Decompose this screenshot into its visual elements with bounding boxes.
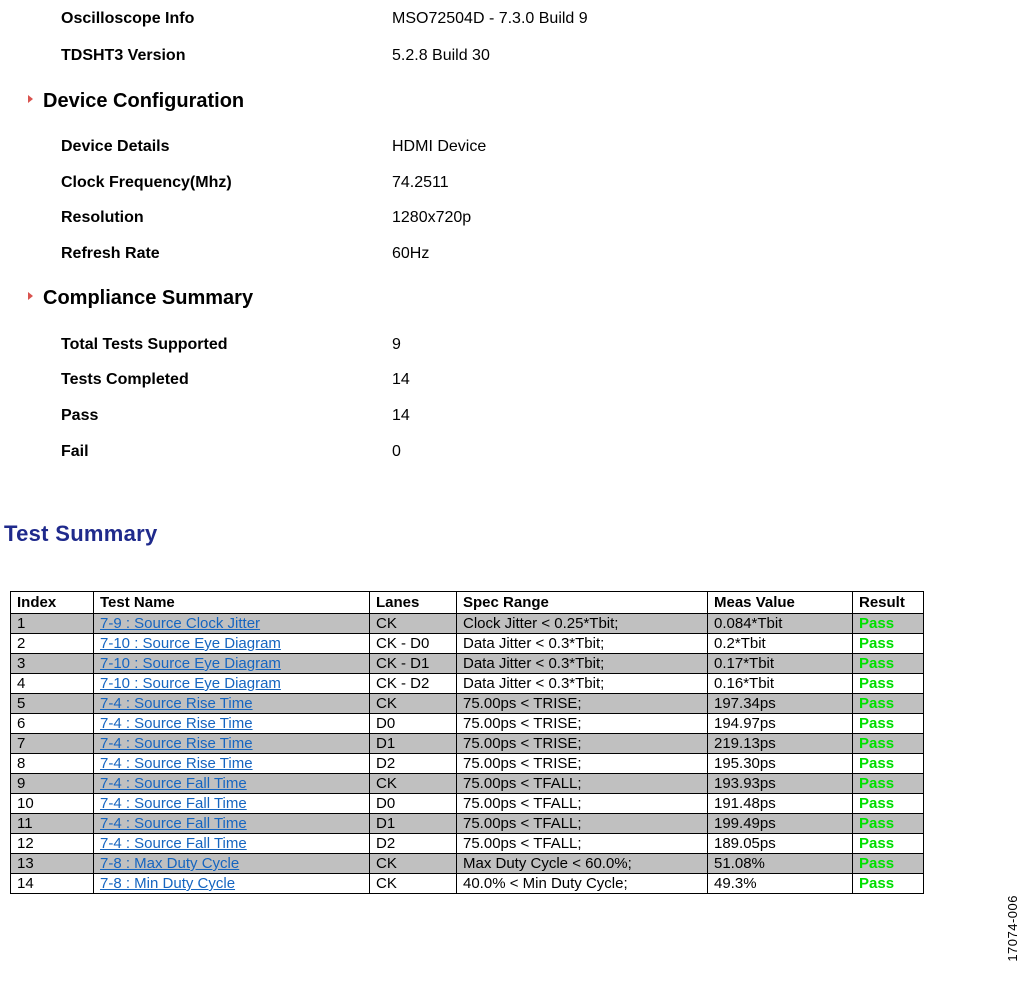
cell-spec: Clock Jitter < 0.25*Tbit; <box>457 614 708 634</box>
cell-index: 7 <box>11 734 94 754</box>
col-header-meas-value: Meas Value <box>708 592 853 614</box>
cell-spec: 75.00ps < TFALL; <box>457 794 708 814</box>
table-row <box>11 814 924 834</box>
compliance-value: 14 <box>392 371 410 388</box>
table-row <box>11 694 924 714</box>
cell-spec: 40.0% < Min Duty Cycle; <box>457 874 708 894</box>
test-summary-title: Test Summary <box>4 521 158 546</box>
cell-spec: Data Jitter < 0.3*Tbit; <box>457 634 708 654</box>
col-header-test-name: Test Name <box>94 592 370 614</box>
cell-spec: Data Jitter < 0.3*Tbit; <box>457 654 708 674</box>
test-name-link[interactable]: 7-4 : Source Rise Time <box>100 695 253 712</box>
table-row <box>11 834 924 854</box>
cell-result: Pass <box>853 754 924 774</box>
cell-result: Pass <box>853 874 924 894</box>
cell-index: 1 <box>11 614 94 634</box>
config-label: Device Details <box>61 138 170 155</box>
cell-index: 14 <box>11 874 94 894</box>
cell-spec: 75.00ps < TFALL; <box>457 774 708 794</box>
cell-lanes: CK <box>370 774 457 794</box>
cell-lanes: CK <box>370 614 457 634</box>
cell-spec: Data Jitter < 0.3*Tbit; <box>457 674 708 694</box>
cell-result: Pass <box>853 654 924 674</box>
cell-lanes: CK <box>370 854 457 874</box>
test-name-link[interactable]: 7-10 : Source Eye Diagram <box>100 655 281 672</box>
compliance-label: Fail <box>61 443 89 460</box>
table-row <box>11 734 924 754</box>
cell-meas: 0.17*Tbit <box>708 654 853 674</box>
device-configuration-heading[interactable] <box>28 89 244 113</box>
table-row <box>11 614 924 634</box>
config-label: Clock Frequency(Mhz) <box>61 174 232 191</box>
expand-caret-icon <box>28 292 33 300</box>
cell-index: 13 <box>11 854 94 874</box>
cell-index: 11 <box>11 814 94 834</box>
config-value: HDMI Device <box>392 138 487 155</box>
table-row <box>11 674 924 694</box>
compliance-value: 0 <box>392 443 401 460</box>
test-name-link[interactable]: 7-4 : Source Fall Time <box>100 835 247 852</box>
test-name-link[interactable]: 7-10 : Source Eye Diagram <box>100 635 281 652</box>
oscilloscope-info-label: Oscilloscope Info <box>61 10 195 27</box>
cell-meas: 191.48ps <box>708 794 853 814</box>
cell-meas: 0.2*Tbit <box>708 634 853 654</box>
cell-lanes: CK - D1 <box>370 654 457 674</box>
table-row <box>11 714 924 734</box>
cell-index: 2 <box>11 634 94 654</box>
compliance-label: Total Tests Supported <box>61 336 228 353</box>
table-row <box>11 774 924 794</box>
cell-result: Pass <box>853 614 924 634</box>
compliance-summary-heading[interactable] <box>28 286 253 310</box>
test-name-link[interactable]: 7-8 : Min Duty Cycle <box>100 875 236 892</box>
cell-meas: 0.16*Tbit <box>708 674 853 694</box>
oscilloscope-info-value: MSO72504D - 7.3.0 Build 9 <box>392 10 588 27</box>
cell-meas: 195.30ps <box>708 754 853 774</box>
cell-lanes: D0 <box>370 714 457 734</box>
compliance-label: Pass <box>61 407 99 424</box>
test-name-link[interactable]: 7-4 : Source Fall Time <box>100 815 247 832</box>
test-name-link[interactable]: 7-10 : Source Eye Diagram <box>100 675 281 692</box>
cell-lanes: D0 <box>370 794 457 814</box>
cell-meas: 197.34ps <box>708 694 853 714</box>
col-header-index: Index <box>11 592 94 614</box>
cell-result: Pass <box>853 734 924 754</box>
cell-spec: 75.00ps < TRISE; <box>457 714 708 734</box>
tdsht3-version-value: 5.2.8 Build 30 <box>392 47 490 64</box>
test-name-link[interactable]: 7-4 : Source Fall Time <box>100 795 247 812</box>
table-header-row <box>11 592 924 614</box>
config-label: Refresh Rate <box>61 245 160 262</box>
config-label: Resolution <box>61 209 144 226</box>
device-configuration-title: Device Configuration <box>43 90 245 112</box>
cell-index: 10 <box>11 794 94 814</box>
cell-result: Pass <box>853 674 924 694</box>
test-summary-table <box>10 591 924 894</box>
cell-result: Pass <box>853 834 924 854</box>
cell-lanes: CK <box>370 874 457 894</box>
cell-index: 8 <box>11 754 94 774</box>
config-value: 60Hz <box>392 245 430 262</box>
col-header-result: Result <box>853 592 924 614</box>
table-row <box>11 754 924 774</box>
config-value: 1280x720p <box>392 209 472 226</box>
cell-lanes: CK - D0 <box>370 634 457 654</box>
col-header-spec-range: Spec Range <box>457 592 708 614</box>
compliance-summary-title: Compliance Summary <box>43 287 254 309</box>
cell-lanes: CK - D2 <box>370 674 457 694</box>
table-row <box>11 854 924 874</box>
test-name-link[interactable]: 7-4 : Source Rise Time <box>100 735 253 752</box>
cell-meas: 219.13ps <box>708 734 853 754</box>
config-value: 74.2511 <box>392 174 449 191</box>
compliance-value: 9 <box>392 336 401 353</box>
test-name-link[interactable]: 7-4 : Source Rise Time <box>100 755 253 772</box>
col-header-lanes: Lanes <box>370 592 457 614</box>
cell-meas: 199.49ps <box>708 814 853 834</box>
cell-meas: 51.08% <box>708 854 853 874</box>
cell-lanes: CK <box>370 694 457 714</box>
cell-meas: 0.084*Tbit <box>708 614 853 634</box>
cell-spec: 75.00ps < TRISE; <box>457 734 708 754</box>
cell-spec: 75.00ps < TRISE; <box>457 694 708 714</box>
cell-result: Pass <box>853 794 924 814</box>
cell-index: 4 <box>11 674 94 694</box>
cell-result: Pass <box>853 774 924 794</box>
test-name-link[interactable]: 7-8 : Max Duty Cycle <box>100 855 240 872</box>
cell-result: Pass <box>853 854 924 874</box>
table-row <box>11 794 924 814</box>
cell-meas: 193.93ps <box>708 774 853 794</box>
cell-index: 5 <box>11 694 94 714</box>
cell-result: Pass <box>853 714 924 734</box>
figure-code: 17074-006 <box>1005 895 1020 962</box>
cell-meas: 189.05ps <box>708 834 853 854</box>
cell-spec: 75.00ps < TFALL; <box>457 834 708 854</box>
cell-spec: Max Duty Cycle < 60.0%; <box>457 854 708 874</box>
table-row <box>11 654 924 674</box>
cell-lanes: D1 <box>370 814 457 834</box>
cell-result: Pass <box>853 694 924 714</box>
cell-result: Pass <box>853 814 924 834</box>
compliance-value: 14 <box>392 407 410 424</box>
cell-meas: 194.97ps <box>708 714 853 734</box>
cell-spec: 75.00ps < TFALL; <box>457 814 708 834</box>
table-row <box>11 634 924 654</box>
test-name-link[interactable]: 7-9 : Source Clock Jitter <box>100 615 261 632</box>
cell-lanes: D2 <box>370 754 457 774</box>
cell-spec: 75.00ps < TRISE; <box>457 754 708 774</box>
expand-caret-icon <box>28 95 33 103</box>
table-row <box>11 874 924 894</box>
tdsht3-version-label: TDSHT3 Version <box>61 47 186 64</box>
test-name-link[interactable]: 7-4 : Source Fall Time <box>100 775 247 792</box>
cell-result: Pass <box>853 634 924 654</box>
cell-index: 12 <box>11 834 94 854</box>
cell-lanes: D1 <box>370 734 457 754</box>
compliance-label: Tests Completed <box>61 371 189 388</box>
test-name-link[interactable]: 7-4 : Source Rise Time <box>100 715 253 732</box>
cell-index: 9 <box>11 774 94 794</box>
cell-index: 6 <box>11 714 94 734</box>
cell-meas: 49.3% <box>708 874 853 894</box>
cell-index: 3 <box>11 654 94 674</box>
cell-lanes: D2 <box>370 834 457 854</box>
